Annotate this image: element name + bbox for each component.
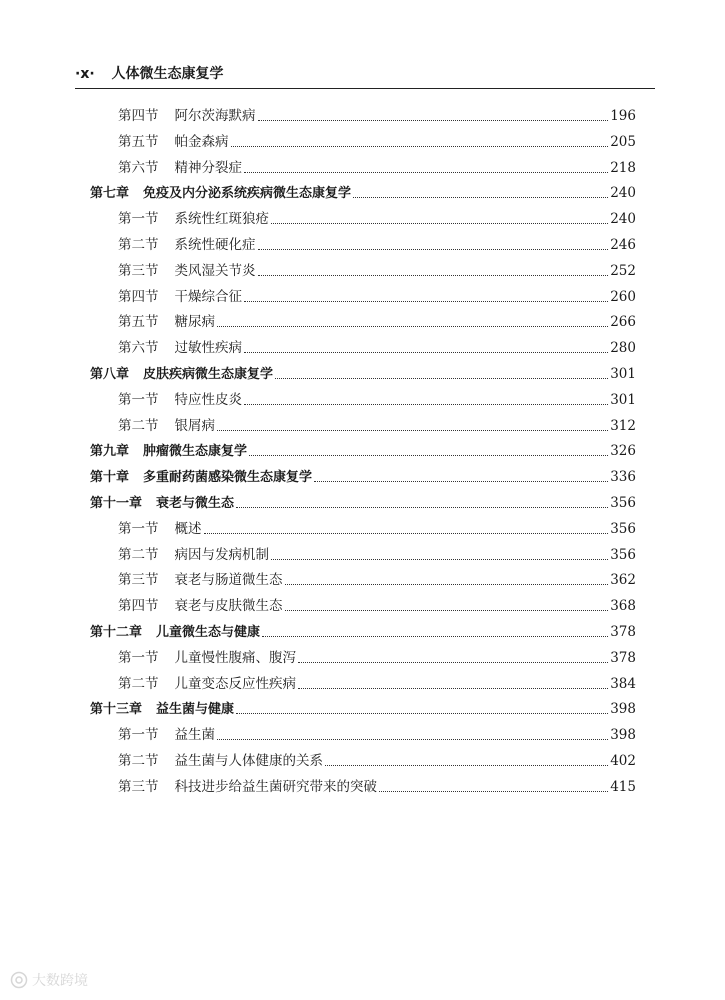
entry-title: 病因与发病机制 — [174, 546, 269, 563]
entry-number: 第十二章 — [90, 625, 143, 640]
dot-leader — [298, 661, 608, 663]
entry-title: 阿尔茨海默病 — [174, 108, 256, 124]
entry-page-number: 196 — [610, 108, 636, 124]
dot-leader — [285, 583, 609, 585]
dot-leader — [258, 119, 609, 121]
entry-title: 精神分裂症 — [174, 159, 242, 176]
entry-title: 儿童变态反应性疾病 — [174, 675, 296, 692]
entry-page-number: 378 — [610, 624, 636, 640]
entry-page-number: 301 — [610, 391, 636, 408]
toc-chapter-entry — [90, 464, 636, 490]
dot-leader — [275, 377, 608, 379]
entry-number: 第四节 — [118, 598, 159, 615]
entry-page-number: 301 — [610, 366, 636, 382]
running-header — [75, 60, 655, 88]
entry-number: 第二节 — [118, 753, 159, 769]
entry-number: 第二节 — [118, 546, 159, 563]
camera-watermark-icon — [10, 971, 28, 989]
header-page-number: ·x· — [75, 66, 95, 82]
entry-number: 第一节 — [118, 520, 159, 537]
entry-title: 衰老与微生态 — [156, 496, 235, 511]
dot-leader — [258, 248, 609, 250]
toc-chapter-entry — [90, 619, 636, 645]
entry-number: 第十三章 — [90, 702, 143, 718]
entry-title: 衰老与肠道微生态 — [174, 572, 283, 589]
entry-title: 衰老与皮肤微生态 — [174, 598, 283, 615]
dot-leader — [244, 171, 608, 173]
entry-page-number: 356 — [610, 495, 636, 511]
dot-leader — [236, 506, 608, 508]
dot-leader — [217, 325, 608, 327]
entry-title: 系统性红斑狼疮 — [174, 211, 269, 228]
entry-title: 干燥综合征 — [174, 288, 242, 305]
entry-page-number: 356 — [610, 546, 636, 563]
entry-number: 第八章 — [90, 367, 130, 382]
entry-title: 科技进步给益生菌研究带来的突破 — [174, 778, 377, 795]
toc-section-entry — [118, 387, 636, 413]
entry-number: 第六节 — [118, 340, 159, 357]
watermark-text: 大数跨境 — [32, 973, 88, 989]
dot-leader — [298, 687, 608, 689]
dot-leader — [236, 712, 608, 714]
entry-title: 过敏性疾病 — [174, 340, 242, 357]
dot-leader — [258, 274, 609, 276]
entry-page-number: 260 — [610, 288, 636, 305]
dot-leader — [249, 454, 608, 456]
toc-section-entry — [118, 774, 636, 800]
dot-leader — [217, 738, 608, 740]
dot-leader — [262, 635, 608, 637]
entry-number: 第五节 — [118, 133, 159, 150]
toc-section-entry — [118, 748, 636, 774]
entry-page-number: 326 — [610, 443, 636, 460]
toc-section-entry — [118, 722, 636, 748]
entry-page-number: 240 — [610, 185, 636, 202]
entry-page-number: 280 — [610, 340, 636, 357]
entry-number: 第三节 — [118, 778, 159, 795]
entry-title: 肿瘤微生态康复学 — [143, 444, 248, 460]
entry-title: 类风湿关节炎 — [174, 262, 256, 279]
dot-leader — [244, 403, 608, 405]
dot-leader — [285, 609, 609, 611]
dot-leader — [244, 351, 608, 353]
entry-number: 第四节 — [118, 288, 159, 305]
dot-leader — [353, 196, 608, 198]
entry-number: 第一节 — [118, 727, 159, 744]
toc-section-entry — [118, 413, 636, 439]
toc-chapter-entry — [90, 490, 636, 516]
toc-section-entry — [118, 593, 636, 619]
toc-section-entry — [118, 103, 636, 129]
toc-chapter-entry — [90, 438, 636, 464]
entry-title: 益生菌与健康 — [156, 702, 235, 718]
entry-page-number: 218 — [610, 159, 636, 176]
entry-number: 第十章 — [90, 470, 130, 486]
toc-chapter-entry — [90, 696, 636, 722]
entry-number: 第二节 — [118, 237, 159, 253]
entry-number: 第一节 — [118, 391, 159, 408]
entry-title: 银屑病 — [174, 417, 215, 434]
toc-section-entry — [118, 645, 636, 671]
entry-page-number: 384 — [610, 675, 636, 692]
toc-section-entry — [118, 671, 636, 697]
dot-leader — [379, 790, 608, 792]
entry-page-number: 312 — [610, 417, 636, 434]
dot-leader — [204, 532, 609, 534]
dot-leader — [314, 480, 608, 482]
toc-section-entry — [118, 309, 636, 335]
entry-page-number: 368 — [610, 598, 636, 615]
watermark — [10, 968, 88, 992]
toc-section-entry — [118, 129, 636, 155]
entry-title: 儿童慢性腹痛、腹泻 — [174, 649, 296, 666]
entry-page-number: 252 — [610, 262, 636, 279]
entry-page-number: 398 — [610, 727, 636, 744]
entry-title: 特应性皮炎 — [174, 391, 242, 408]
entry-title: 儿童微生态与健康 — [156, 625, 261, 640]
dot-leader — [271, 222, 608, 224]
entry-title: 益生菌与人体健康的关系 — [174, 753, 323, 769]
entry-page-number: 205 — [610, 133, 636, 150]
entry-number: 第十一章 — [90, 496, 143, 511]
entry-page-number: 240 — [610, 211, 636, 228]
entry-number: 第三节 — [118, 262, 159, 279]
entry-number: 第二节 — [118, 417, 159, 434]
header-divider — [75, 88, 655, 89]
entry-number: 第一节 — [118, 211, 159, 228]
toc-section-entry — [118, 232, 636, 258]
dot-leader — [244, 300, 608, 302]
dot-leader — [231, 145, 609, 147]
dot-leader — [217, 429, 608, 431]
toc-section-entry — [118, 542, 636, 568]
entry-title: 糖尿病 — [174, 314, 215, 331]
dot-leader — [271, 558, 608, 560]
entry-page-number: 415 — [610, 778, 636, 795]
entry-page-number: 266 — [610, 314, 636, 331]
entry-title: 系统性硬化症 — [174, 237, 256, 253]
entry-page-number: 336 — [610, 469, 636, 486]
toc-chapter-entry — [90, 180, 636, 206]
toc-section-entry — [118, 284, 636, 310]
entry-page-number: 398 — [610, 701, 636, 718]
entry-title: 皮肤疾病微生态康复学 — [143, 367, 274, 382]
entry-number: 第二节 — [118, 675, 159, 692]
entry-number: 第三节 — [118, 572, 159, 589]
entry-page-number: 246 — [610, 237, 636, 253]
entry-title: 免疫及内分泌系统疾病微生态康复学 — [143, 186, 352, 202]
entry-title: 帕金森病 — [174, 133, 229, 150]
entry-number: 第七章 — [90, 186, 130, 202]
toc-section-entry — [118, 567, 636, 593]
toc-section-entry — [118, 155, 636, 181]
entry-page-number: 402 — [610, 753, 636, 769]
entry-number: 第六节 — [118, 159, 159, 176]
entry-title: 多重耐药菌感染微生态康复学 — [143, 470, 313, 486]
entry-page-number: 362 — [610, 572, 636, 589]
entry-title: 益生菌 — [174, 727, 215, 744]
entry-number: 第一节 — [118, 649, 159, 666]
entry-number: 第四节 — [118, 108, 159, 124]
toc-section-entry — [118, 335, 636, 361]
entry-page-number: 378 — [610, 649, 636, 666]
dot-leader — [325, 764, 608, 766]
entry-title: 概述 — [174, 520, 202, 537]
toc-chapter-entry — [90, 361, 636, 387]
entry-number: 第五节 — [118, 314, 159, 331]
header-book-title: 人体微生态康复学 — [111, 66, 224, 82]
entry-page-number: 356 — [610, 520, 636, 537]
toc-section-entry — [118, 516, 636, 542]
toc-section-entry — [118, 206, 636, 232]
entry-number: 第九章 — [90, 444, 130, 460]
toc-section-entry — [118, 258, 636, 284]
